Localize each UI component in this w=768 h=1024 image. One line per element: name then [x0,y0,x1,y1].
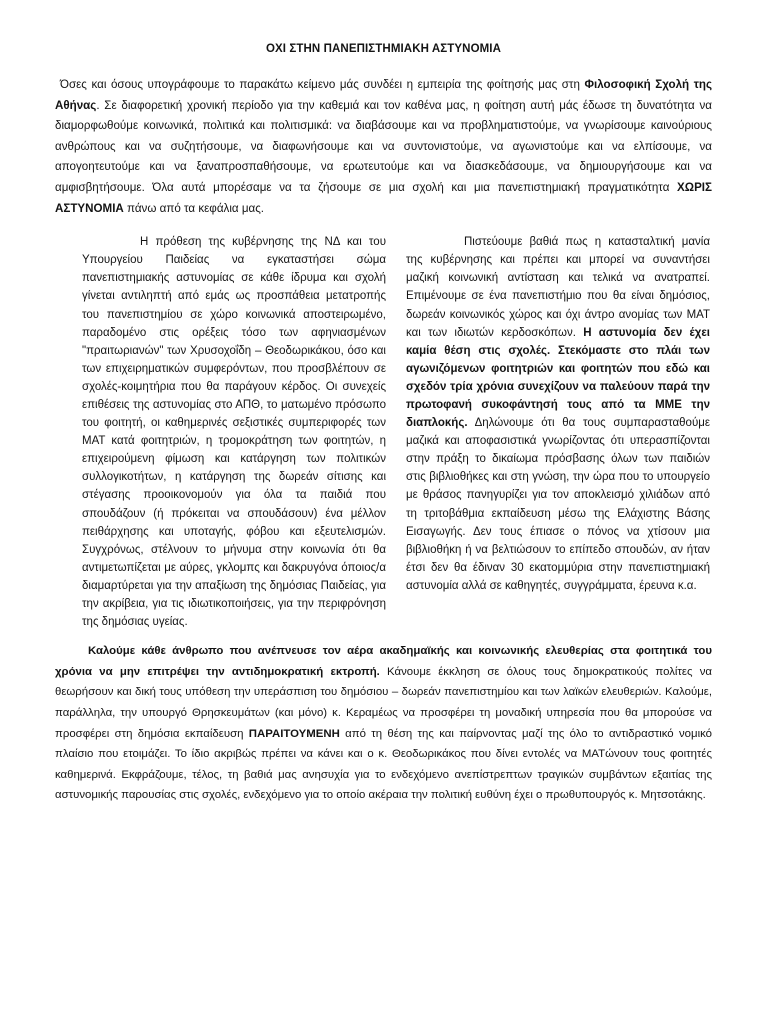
right-column [406,233,710,631]
right-column-paragraph [406,233,710,595]
intro-paragraph [55,75,712,219]
closing-text-1: Κάνουμε έκκληση σε όλους τους δημοκρατικούς πολίτες να θεωρήσουν και δική τους υπόθεση την υπεράσπιση του δημόσιου – δωρεάν πανεπιστημίου και των λαϊκών ελευθεριών. Καλούμε, παράλληλα, την υπουργό Θρησκευμάτων (και μόνο) κ. Κεραμέως να προσφέρει τη μοναδική υπηρεσία που θα μπορούσε να προσφέρει στη δημόσια εκπαίδευση [55,665,713,740]
closing-bold-call: Καλούμε κάθε άνθρωπο που ανέπνευσε τον αέρα ακαδημαϊκής και κοινωνικής ελευθερίας στα φοιτητικά του χρόνια να μην επιτρέψει την αντιδημοκρατική εκτροπή. [55,645,712,678]
left-column-text: Η πρόθεση της κυβέρνησης της ΝΔ και του Υπουργείου Παιδείας να εγκαταστήσει σώμα πανεπιστημιακής αστυνομίας σε κάθε ίδρυμα και σχολή γίνεται αντιληπτή από εμάς ως προσπάθεια μετατροπής του πανεπιστημίου σε χώρο κοινωνικά αποστειρωμένο, παραδομένο στις ορέξεις τόσο των αφηνιασμένων "πραιτωριανών" των Χρυσοχοΐδη – Θεοδωρικάκου, όσο και των επιχειρηματικών συμφερόντων, που προσβλέπουν σε σχολές-κοιμητήρια που θα παράγουν κέρδος. Οι συνεχείς επιθέσεις της αστυνομίας στο ΑΠΘ, το ματωμένο πρόσωπο του φοιτητή, οι καθημερινές σεξιστικές συμπεριφορές των ΜΑΤ κατά φοιτητριών, η τρομοκράτηση των φοιτητών, η επιχειρούμενη φίμωση και κατάργηση των πολιτικών συλλογικοτήτων, η κατάργηση της δωρεάν σίτισης και στέγασης προοικονομούν για όλα τα παιδιά που σπουδάζουν (ή πρόκειται να σπουδάσουν) ένα μέλλον πειθάρχησης και υποταγής, φόβου και εξευτελισμών. Συγχρόνως, στέλνουν το μήνυμα στην κοινωνία ότι θα αντιμετωπίζεται με αύρες, γκλομπς και δακρυγόνα όποιος/α διαμαρτύρεται για την απαξίωση της δημόσιας Παιδείας, για την ακρίβεια, για τις ιδιωτικοποιήσεις, για την περιφρόνηση της δημόσιας υγείας. [82,236,386,629]
intro-text-1: Όσες και όσους υπογράφουμε το παρακάτω κείμενο μάς συνδέει η εμπειρία της φοίτησής μας στη [60,78,585,91]
intro-bold-no-police: ΧΩΡΙΣ ΑΣΤΥΝΟΜΙΑ [55,180,712,215]
right-column-text-1: Πιστεύουμε βαθιά πως η κατασταλτική μανία της κυβέρνησης και πρέπει και μπορεί να συναντήσει μαζική κοινωνική αντίσταση και τελικά να ανατραπεί. Επιμένουμε σε ένα πανεπιστήμιο που θα είναι δημόσιος, δωρεάν κοινωνικός χώρος και όχι άντρο ανομίας των ΜΑΤ και των ιδιωτών κερδοσκόπων. [406,236,710,339]
intro-text-2: . Σε διαφορετική χρονική περίοδο για την καθεμιά και τον καθένα μας, η φοίτηση αυτή μάς έδωσε τη δυνατότητα να διαμορφωθούμε κοινωνικά, πολιτικά και πολιτισμικά: να διαβάσουμε και να προβληματιστούμε, να γνωρίσουμε καινούριους ανθρώπους και να συζητήσουμε, να διαφωνήσουμε και να συντονιστούμε, να αγωνιστούμε και να ελπίσουμε, να απογοητευτούμε και να ξαναπροσπαθήσουμε, να ερωτευτούμε και να διασκεδάσουμε, να δημιουργήσουμε και να αμφισβητήσουμε. Όλα αυτά μπορέσαμε να τα ζήσουμε σε μια σχολή και μια πανεπιστημιακή πραγματικότητα [55,98,712,194]
closing-paragraph [55,641,712,806]
right-column-bold: Η αστυνομία δεν έχει καμία θέση στις σχολές. Στεκόμαστε στο πλάι των αγωνιζόμενων φοιτητριών και φοιτητών που εδώ και σχεδόν τρία χρόνια συνεχίζουν να παλεύουν παρά την πρωτοφανή συκοφάντησή τους από τα ΜΜΕ την διαπλοκής. [406,326,710,430]
two-column-section [55,233,712,631]
left-column [82,233,386,631]
intro-text-3: πάνω από τα κεφάλια μας. [123,201,265,215]
intro-bold-school: Φιλοσοφική Σχολή της Αθήνας [55,78,712,112]
closing-text-2: από τη θέση της και παίρνοντας μαζί της όλο το αντιδραστικό νομικό πλαίσιο που ετοιμάζει. Το ίδιο ακριβώς πρέπει να κάνει και ο κ. Θεοδωρικάκος που δίνει εντολές να ΜΑΤώνουν τους φοιτητές καθημερινά. Εκφράζουμε, τέλος, τη βαθιά μας ανησυχία για το ενδεχόμενο ανεπίστρεπτων τραγικών συμβάντων εξαιτίας της αστυνομικής παρουσίας στις σχολές, ενδεχόμενο για το οποίο ακέραια την πολιτική ευθύνη έχει ο πρωθυπουργός κ. Μητσοτάκης. [55,727,712,802]
left-column-paragraph [82,233,386,631]
right-column-text-2: Δηλώνουμε ότι θα τους συμπαρασταθούμε μαζικά και αποφασιστικά γνωρίζοντας ότι υπερασπίζονται στην πράξη το δικαίωμα πρόσβασης όλων των παιδιών στις βιβλιοθήκες και στη γνώση, την ώρα που το υπουργείο με θράσος πανηγυρίζει για τον αποκλεισμό χιλιάδων από τη τριτοβάθμια εκπαίδευση μέσω της Ελάχιστης Βάσης Εισαγωγής. Δεν τους έπιασε ο πόνος να χτίσουν μια βιβλιοθήκη ή να βελτιώσουν το επίπεδο σπουδών, αν ήταν έτσι δεν θα έδιναν 30 εκατομμύρια στην πανεπιστημιακή αστυνομία αλλά σε καθηγητές, συγγράμματα, έρευνα κ.α. [406,417,710,592]
document-title: ΟΧΙ ΣΤΗΝ ΠΑΝΕΠΙΣΤΗΜΙΑΚΗ ΑΣΤΥΝΟΜΙΑ [265,43,502,55]
closing-bold-resign: ΠΑΡΑΙΤΟΥΜΕΝΗ [248,727,340,740]
